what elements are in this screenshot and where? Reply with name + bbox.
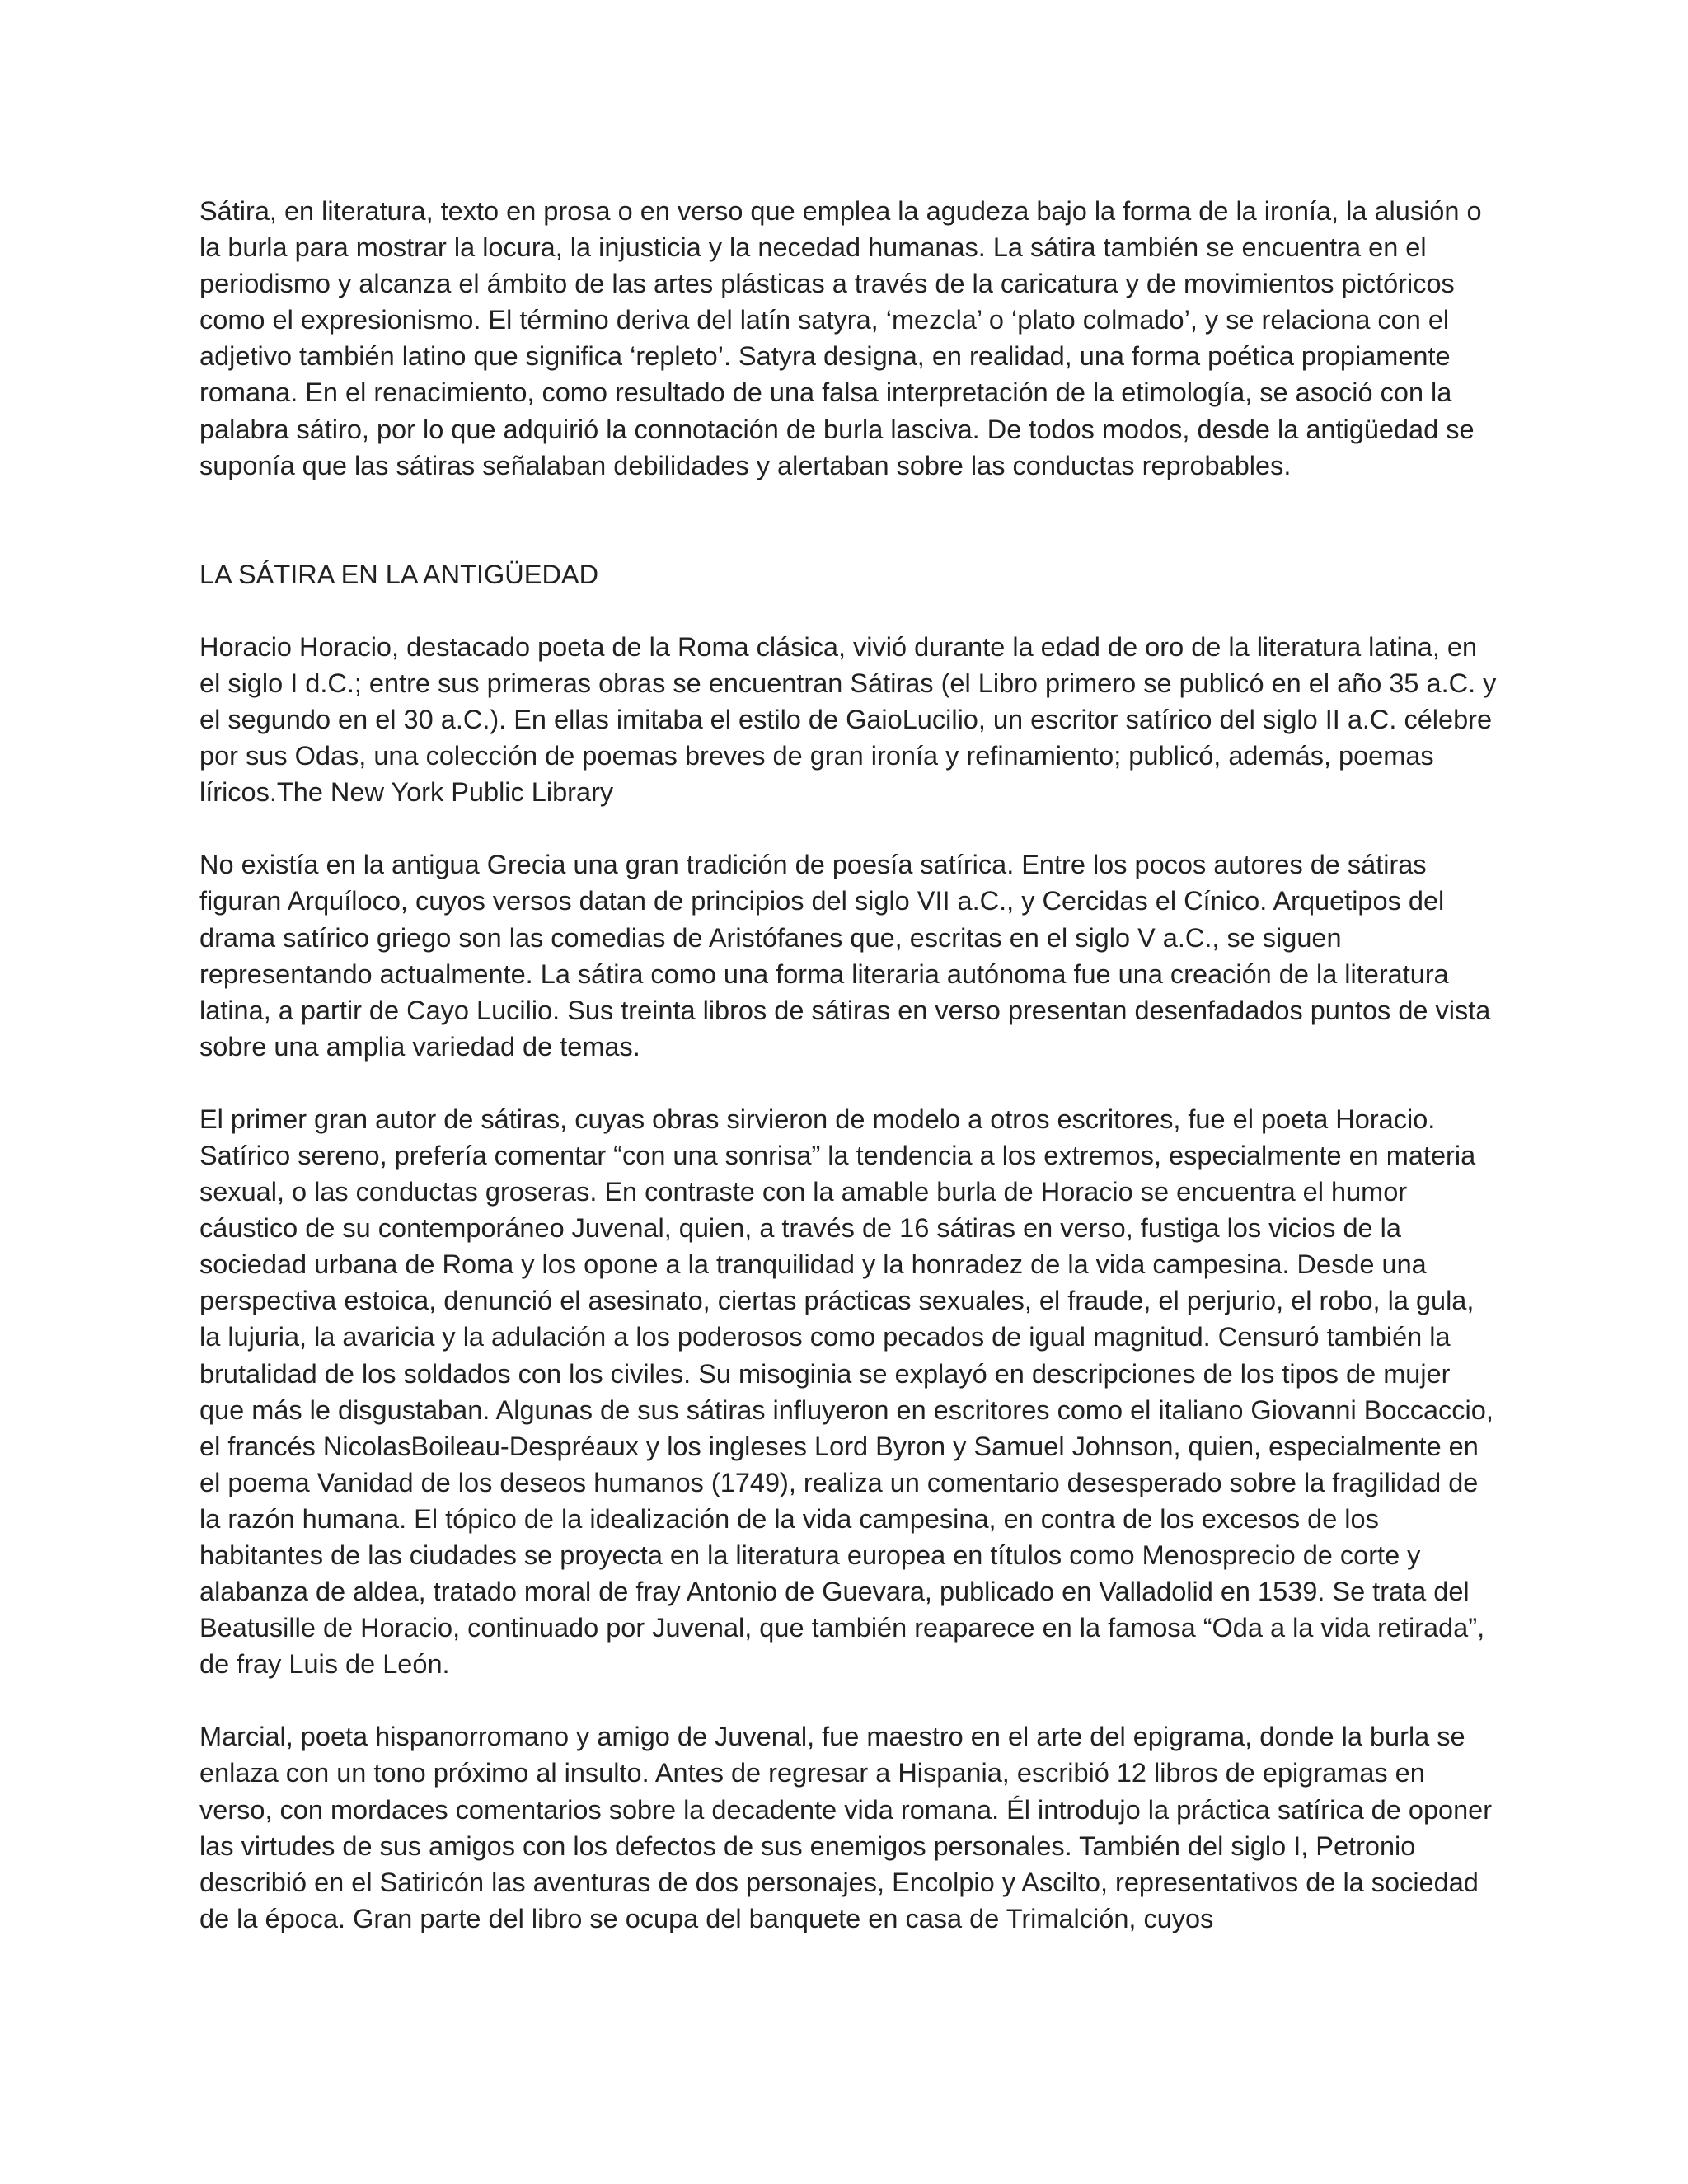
section-heading: LA SÁTIRA EN LA ANTIGÜEDAD xyxy=(199,559,599,589)
paragraph-marcial: Marcial, poeta hispanorromano y amigo de Juvenal, fue maestro en el arte del epigrama, donde la burla se enlaza con un tono próximo al insulto. Antes de regresar a Hispania, escribió 12 libros de epigramas en verso, con mordaces comentarios sobre la decadente vida romana. Él introdujo la práctica satírica de oponer las virtudes de sus amigos con los defectos de sus enemigos personales. También del siglo I, Petronio describió en el Satiricón las aventuras de dos personajes, Encolpio y Ascilto, representativos de la sociedad de la época. Gran parte del libro se ocupa del banquete en casa de Trimalción, cuyos xyxy=(199,1722,1493,1933)
paragraph-grecia: No existía en la antigua Grecia una gran tradición de poesía satírica. Entre los pocos autores de sátiras figuran Arquíloco, cuyos versos datan de principios del siglo VII a.C., y Cercidas el Cínico. Arquetipos del drama satírico griego son las comedias de Aristófanes que, escritas en el siglo V a.C., se siguen representando actualmente. La sátira como una forma literaria autónoma fue una creación de la literatura latina, a partir de Cayo Lucilio. Sus treinta libros de sátiras en verso presentan desenfadados puntos de vista sobre una amplia variedad de temas. xyxy=(199,850,1491,1062)
paragraph-horacio: Horacio Horacio, destacado poeta de la Roma clásica, vivió durante la edad de oro de la literatura latina, en el siglo I d.C.; entre sus primeras obras se encuentran Sátiras (el Libro primero se publicó en el año 35 a.C. y el segundo en el 30 a.C.). En ellas imitaba el estilo de GaioLucilio, un escritor satírico del siglo II a.C. célebre por sus Odas, una colección de poemas breves de gran ironía y refinamiento; publicó, además, poemas líricos.The New York Public Library xyxy=(199,631,1497,808)
document-page xyxy=(199,193,1502,1937)
paragraph-juvenal: El primer gran autor de sátiras, cuyas obras sirvieron de modelo a otros escritores, fue el poeta Horacio. Satírico sereno, prefería comentar “con una sonrisa” la tendencia a los extremos, especialmente en materia sexual, o las conductas groseras. En contraste con la amable burla de Horacio se encuentra el humor cáustico de su contemporáneo Juvenal, quien, a través de 16 sátiras en verso, fustiga los vicios de la sociedad urbana de Roma y los opone a la tranquilidad y la honradez de la vida campesina. Desde una perspectiva estoica, denunció el asesinato, ciertas prácticas sexuales, el fraude, el perjurio, el robo, la gula, la lujuria, la avaricia y la adulación a los poderosos como pecados de igual magnitud. Censuró también la brutalidad de los soldados con los civiles. Su misoginia se explayó en descripciones de los tipos de mujer que más le disgustaban. Algunas de sus sátiras influyeron en escritores como el italiano Giovanni Boccaccio, el francés NicolasBoileau-Despréaux y los ingleses Lord Byron y Samuel Johnson, quien, especialmente en el poema Vanidad de los deseos humanos (1749), realiza un comentario desesperado sobre la fragilidad de la razón humana. El tópico de la idealización de la vida campesina, en contra de los excesos de los habitantes de las ciudades se proyecta en la literatura europea en títulos como Menosprecio de corte y alabanza de aldea, tratado moral de fray Antonio de Guevara, publicado en Valladolid en 1539. Se trata del Beatusille de Horacio, continuado por Juvenal, que también reaparece en la famosa “Oda a la vida retirada”, de fray Luis de León. xyxy=(199,1104,1493,1680)
intro-paragraph: Sátira, en literatura, texto en prosa o en verso que emplea la agudeza bajo la forma de la ironía, la alusión o la burla para mostrar la locura, la injusticia y la necedad humanas. La sátira también se encuentra en el periodismo y alcanza el ámbito de las artes plásticas a través de la caricatura y de movimientos pictóricos como el expresionismo. El término deriva del latín satyra, ‘mezcla’ o ‘plato colmado’, y se relaciona con el adjetivo también latino que significa ‘repleto’. Satyra designa, en realidad, una forma poética propiamente romana. En el renacimiento, como resultado de una falsa interpretación de la etimología, se asoció con la palabra sátiro, por lo que adquirió la connotación de burla lasciva. De todos modos, desde la antigüedad se suponía que las sátiras señalaban debilidades y alertaban sobre las conductas reprobables. xyxy=(199,196,1482,480)
